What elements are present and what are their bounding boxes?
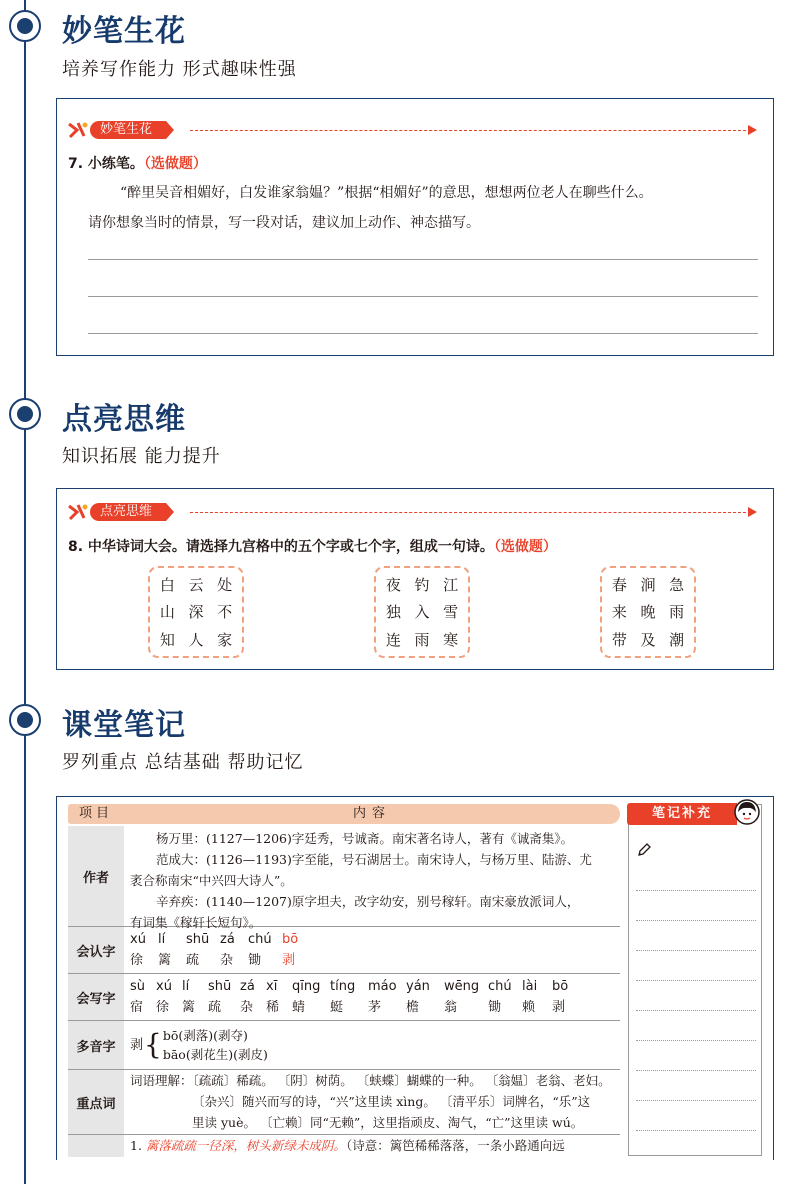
grid-char[interactable]: 江 <box>443 576 459 595</box>
grid-char[interactable]: 晚 <box>640 603 656 622</box>
row-content <box>130 976 616 1018</box>
section-marker-icon <box>9 704 41 736</box>
row-content <box>130 1135 616 1156</box>
char: 宿 <box>130 1000 144 1015</box>
char: 剥 <box>282 953 296 968</box>
section-title: 点亮思维 <box>62 402 186 437</box>
optional-label: （选做题） <box>143 156 207 172</box>
char: 蜓 <box>330 1000 344 1015</box>
text-line: 词语理解：〔疏疏〕稀疏。 〔阴〕树荫。 〔蛱蝶〕蝴蝶的一种。 〔翁媪〕老翁、老妇。 <box>130 1073 611 1088</box>
timeline-line <box>24 0 26 1184</box>
nine-grid-1 <box>148 566 244 658</box>
pinyin: shū <box>208 979 232 994</box>
grid-char[interactable]: 带 <box>611 630 627 649</box>
section-marker-icon <box>9 10 41 42</box>
column-header-content: 内容 <box>124 804 620 824</box>
table-row-keywords <box>68 1070 620 1135</box>
grid-char[interactable]: 雨 <box>669 603 685 622</box>
note-line[interactable] <box>636 1130 756 1131</box>
row-label <box>68 1135 124 1157</box>
pinyin: yán <box>406 979 430 994</box>
pinyin: xú <box>130 932 146 947</box>
poly-char: 剥 <box>130 1037 144 1053</box>
prompt-paragraph-1: “醉里吴音相媚好，白发谁家翁媪？”根据“相媚好”的意思，想想两位老人在聊些什么。 <box>120 185 653 201</box>
grid-char[interactable]: 处 <box>217 576 233 595</box>
grid-char[interactable]: 深 <box>188 603 204 622</box>
row-content <box>130 1070 616 1133</box>
note-line[interactable] <box>636 1010 756 1011</box>
grid-char[interactable]: 云 <box>188 576 204 595</box>
pinyin: zá <box>220 932 235 947</box>
question-8 <box>68 536 557 556</box>
pinyin-line <box>130 976 616 997</box>
grid-char[interactable]: 人 <box>188 630 204 649</box>
char: 疏 <box>186 953 200 968</box>
char: 檐 <box>406 1000 420 1015</box>
grid-char[interactable]: 独 <box>385 603 401 622</box>
grid-char[interactable]: 家 <box>217 630 233 649</box>
char: 剥 <box>552 1000 566 1015</box>
grid-char[interactable]: 及 <box>640 630 656 649</box>
text-line: 袤合称南宋“中兴四大诗人”。 <box>130 873 293 888</box>
char: 蜻 <box>292 1000 306 1015</box>
grid-char[interactable]: 入 <box>414 603 430 622</box>
dashed-divider <box>190 130 746 131</box>
column-header-item: 项目 <box>68 804 124 824</box>
optional-label: （选做题） <box>493 539 557 555</box>
pinyin: bō <box>552 979 569 994</box>
section-title: 课堂笔记 <box>62 708 186 743</box>
section-tag <box>66 120 166 140</box>
writing-line[interactable] <box>88 296 758 297</box>
row-label: 作者 <box>68 826 124 926</box>
grid-char[interactable]: 知 <box>159 630 175 649</box>
dashed-divider <box>190 512 746 513</box>
grid-char[interactable]: 不 <box>217 603 233 622</box>
pen-hand-icon <box>66 502 90 522</box>
grid-char[interactable]: 寒 <box>443 630 459 649</box>
pinyin: xú <box>156 979 172 994</box>
nine-grid-3 <box>600 566 696 658</box>
char: 篱 <box>158 953 172 968</box>
pinyin: xī <box>266 979 278 994</box>
pinyin: qīng <box>292 979 321 994</box>
pinyin: zá <box>240 979 255 994</box>
brace-icon: { <box>144 1028 162 1061</box>
section-tag <box>66 502 166 522</box>
note-line[interactable] <box>636 980 756 981</box>
question-text: 7. 小练笔。 <box>68 156 144 172</box>
pinyin: lí <box>182 979 190 994</box>
poly-readings <box>163 1026 268 1064</box>
grid-char[interactable]: 白 <box>159 576 175 595</box>
row-label: 重点词 <box>68 1070 124 1134</box>
pinyin: máo <box>368 979 397 994</box>
table-row-partial <box>68 1135 620 1157</box>
table-row-polyphone <box>68 1021 620 1070</box>
text-line: 杨万里：(1127—1206)字廷秀，号诚斋。南宋著名诗人，著有《诚斋集》。 <box>156 831 574 846</box>
reading-line: bāo(剥花生)(剥皮) <box>162 1047 268 1062</box>
pinyin: lí <box>158 932 166 947</box>
char: 杂 <box>240 1000 254 1015</box>
grid-char[interactable]: 钓 <box>414 576 430 595</box>
text-line: 范成大：(1126—1193)字至能，号石湖居士。南宋诗人，与杨万里、陆游、尤 <box>156 852 592 867</box>
char-line <box>130 997 616 1018</box>
char: 锄 <box>488 1000 502 1015</box>
pinyin: wēng <box>444 979 480 994</box>
pencil-icon <box>636 842 652 858</box>
char: 篱 <box>182 1000 196 1015</box>
char: 锄 <box>248 953 262 968</box>
note-line[interactable] <box>636 1040 756 1041</box>
nine-grid-2 <box>374 566 470 658</box>
char: 徐 <box>156 1000 170 1015</box>
char: 稀 <box>266 1000 280 1015</box>
section-subtitle: 培养写作能力 形式趣味性强 <box>62 59 297 80</box>
char: 翁 <box>444 1000 458 1015</box>
char: 杂 <box>220 953 234 968</box>
pinyin-line <box>130 929 616 950</box>
text-line: 〔杂兴〕随兴而写的诗，“兴”这里读 xìng。 〔清平乐〕词牌名，“乐”这 <box>192 1094 591 1109</box>
row-label: 多音字 <box>68 1021 124 1069</box>
pinyin: bō <box>282 932 299 947</box>
writing-line[interactable] <box>88 333 758 334</box>
char: 徐 <box>130 953 144 968</box>
reading-line: bō(剥落)(剥夺) <box>162 1028 248 1043</box>
grid-char[interactable]: 潮 <box>669 630 685 649</box>
grid-char[interactable]: 涧 <box>640 576 656 595</box>
girl-avatar-icon <box>734 799 760 825</box>
row-content <box>130 1025 616 1065</box>
section-title: 妙笔生花 <box>62 14 186 49</box>
grid-char[interactable]: 夜 <box>385 576 401 595</box>
grid-char[interactable]: 来 <box>611 603 627 622</box>
notes-supplement-header: 笔记补充 <box>627 803 737 825</box>
pinyin: shū <box>186 932 210 947</box>
table-row-write <box>68 974 620 1021</box>
pen-hand-icon <box>66 120 90 140</box>
grid-char[interactable]: 连 <box>385 630 401 649</box>
note-line[interactable] <box>636 890 756 891</box>
section-subtitle: 罗列重点 总结基础 帮助记忆 <box>62 752 304 773</box>
char: 疏 <box>208 1000 222 1015</box>
grid-char[interactable]: 雪 <box>443 603 459 622</box>
char-line <box>130 950 616 971</box>
section-subtitle: 知识拓展 能力提升 <box>62 446 221 467</box>
prompt-paragraph-2: 请你想象当时的情景，写一段对话，建议加上动作、神态描写。 <box>88 215 480 231</box>
writing-line[interactable] <box>88 259 758 260</box>
grid-char[interactable]: 急 <box>669 576 685 595</box>
pinyin: tíng <box>330 979 356 994</box>
section-marker-icon <box>9 398 41 430</box>
table-row-recognize <box>68 927 620 974</box>
tag-label: 点亮思维 <box>90 503 166 521</box>
char: 茅 <box>368 1000 382 1015</box>
question-7 <box>68 153 207 173</box>
grid-char[interactable]: 山 <box>159 603 175 622</box>
note-line[interactable] <box>636 1070 756 1071</box>
poem-note: （诗意：篱笆稀稀落落，一条小路通向远 <box>345 1138 565 1153</box>
tag-label: 妙笔生花 <box>90 121 166 139</box>
char: 赖 <box>522 1000 536 1015</box>
note-line[interactable] <box>636 920 756 921</box>
pinyin: sù <box>130 979 146 994</box>
note-line[interactable] <box>636 950 756 951</box>
row-content <box>130 929 616 971</box>
row-label: 会认字 <box>68 927 124 973</box>
poem-line: 篱落疏疏一径深，树头新绿未成阴。 <box>145 1138 346 1153</box>
pinyin: lài <box>522 979 538 994</box>
note-line[interactable] <box>636 1100 756 1101</box>
text-line: 里读 yuè。 〔亡赖〕同“无赖”，这里指顽皮、淘气，“亡”这里读 wú。 <box>192 1115 584 1130</box>
arrow-right-icon <box>748 507 757 517</box>
arrow-right-icon <box>748 125 757 135</box>
row-label: 会写字 <box>68 974 124 1020</box>
grid-char[interactable]: 春 <box>611 576 627 595</box>
text-line: 有词集《稼轩长短句》。 <box>130 915 262 930</box>
table-row-author <box>68 826 620 930</box>
text-line: 辛弃疾：(1140—1207)原字坦夫，改字幼安，别号稼轩。南宋豪放派词人， <box>156 894 580 909</box>
question-text: 8. 中华诗词大会。请选择九宫格中的五个字或七个字，组成一句诗。 <box>68 539 494 555</box>
pinyin: chú <box>488 979 512 994</box>
item-number: 1. <box>130 1138 142 1153</box>
pinyin: chú <box>248 932 272 947</box>
row-content <box>130 828 616 933</box>
grid-char[interactable]: 雨 <box>414 630 430 649</box>
